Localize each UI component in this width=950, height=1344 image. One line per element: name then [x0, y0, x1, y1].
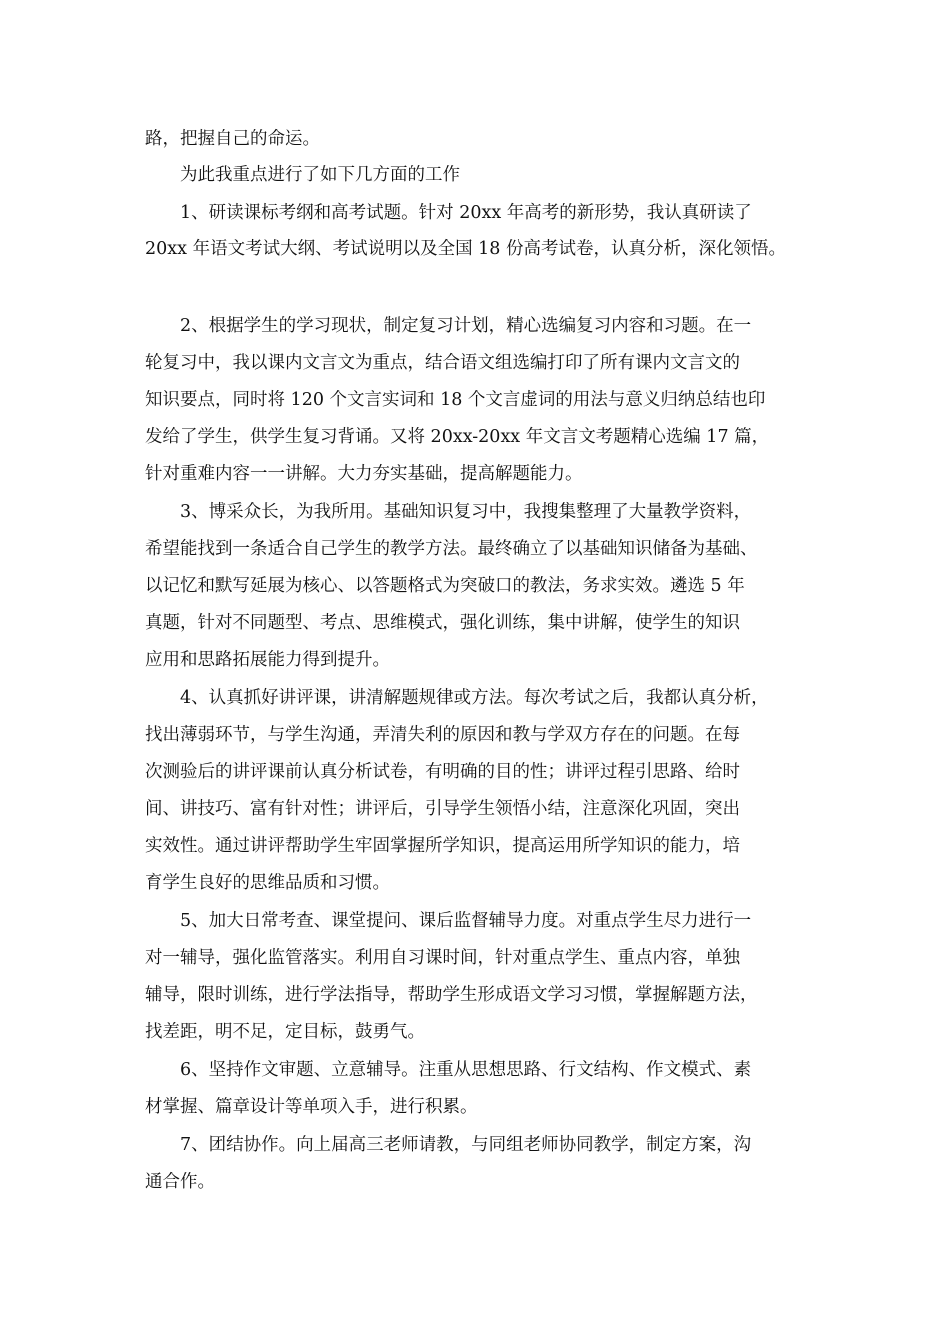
text-line: 5、加大日常考查、课堂提问、课后监督辅导力度。对重点学生尽力进行一 — [180, 911, 752, 931]
text-line: 找差距，明不足，定目标，鼓勇气。 — [145, 1022, 425, 1042]
text-line: 实效性。通过讲评帮助学生牢固掌握所学知识，提高运用所学知识的能力，培 — [145, 836, 740, 856]
text-line: 次测验后的讲评课前认真分析试卷，有明确的目的性；讲评过程引思路、给时 — [145, 762, 740, 782]
text-line: 知识要点，同时将 120 个文言实词和 18 个文言虚词的用法与意义归纳总结也印 — [145, 390, 766, 410]
text-line: 6、坚持作文审题、立意辅导。注重从思想思路、行文结构、作文模式、素 — [180, 1060, 752, 1080]
text-line: 找出薄弱环节，与学生沟通，弄清失利的原因和教与学双方存在的问题。在每 — [145, 725, 740, 745]
text-line: 为此我重点进行了如下几方面的工作 — [180, 165, 460, 185]
text-line: 应用和思路拓展能力得到提升。 — [145, 650, 390, 670]
text-line: 1、研读课标考纲和高考试题。针对 20xx 年高考的新形势，我认真研读了 — [180, 203, 752, 223]
text-line: 希望能找到一条适合自己学生的教学方法。最终确立了以基础知识储备为基础、 — [145, 539, 758, 559]
text-line: 4、认真抓好讲评课，讲清解题规律或方法。每次考试之后，我都认真分析， — [180, 688, 769, 708]
text-line: 辅导，限时训练，进行学法指导，帮助学生形成语文学习习惯，掌握解题方法， — [145, 985, 758, 1005]
text-line: 材掌握、篇章设计等单项入手，进行积累。 — [145, 1097, 478, 1117]
text-line: 对一辅导，强化监管落实。利用自习课时间，针对重点学生、重点内容，单独 — [145, 948, 740, 968]
text-line: 轮复习中，我以课内文言文为重点，结合语文组选编打印了所有课内文言文的 — [145, 353, 740, 373]
text-line: 路，把握自己的命运。 — [145, 129, 320, 149]
document-body — [145, 0, 815, 1344]
text-line: 以记忆和默写延展为核心、以答题格式为突破口的教法，务求实效。遴选 5 年 — [145, 576, 745, 596]
text-line: 3、博采众长，为我所用。基础知识复习中，我搜集整理了大量教学资料， — [180, 502, 752, 522]
text-line: 针对重难内容一一讲解。大力夯实基础，提高解题能力。 — [145, 464, 583, 484]
text-line: 发给了学生，供学生复习背诵。又将 20xx-20xx 年文言文考题精心选编 17 篇， — [145, 427, 770, 447]
text-line: 20xx 年语文考试大纲、考试说明以及全国 18 份高考试卷，认真分析，深化领悟。 — [145, 239, 786, 259]
text-line: 间、讲技巧、富有针对性；讲评后，引导学生领悟小结，注意深化巩固，突出 — [145, 799, 740, 819]
text-line: 育学生良好的思维品质和习惯。 — [145, 873, 390, 893]
text-line: 2、根据学生的学习现状，制定复习计划，精心选编复习内容和习题。在一 — [180, 316, 752, 336]
text-line: 通合作。 — [145, 1172, 215, 1192]
text-line: 真题，针对不同题型、考点、思维模式，强化训练，集中讲解，使学生的知识 — [145, 613, 740, 633]
text-line: 7、团结协作。向上届高三老师请教，与同组老师协同教学，制定方案，沟 — [180, 1135, 752, 1155]
